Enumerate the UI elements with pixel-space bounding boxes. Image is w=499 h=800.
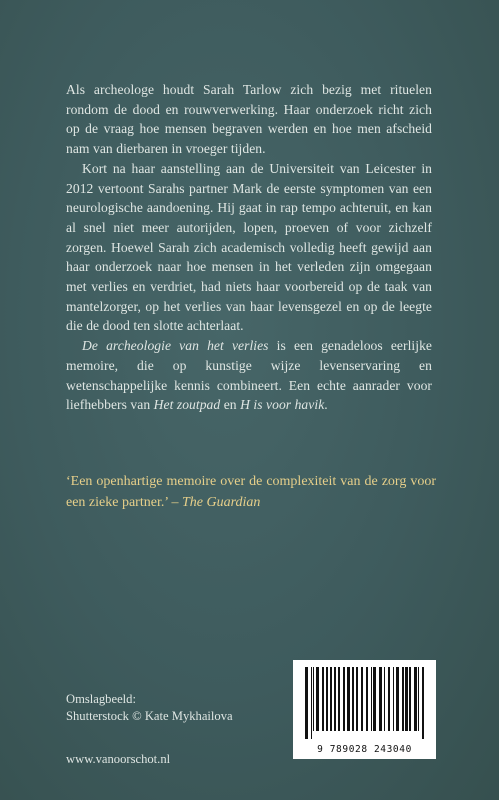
conjunction: en	[220, 397, 241, 413]
barcode-bar	[371, 667, 372, 731]
barcode-bar	[373, 667, 376, 731]
barcode-bar	[334, 667, 336, 731]
book-title: De archeologie van het verlies	[82, 338, 269, 354]
blurb-paragraph-2: Kort na haar aanstelling aan de Universiteit van Leicester in 2012 vertoont Sarahs partner Mark de eerste symptomen van een neurologische aandoening. Hij gaat in rap tempo achteruit, en kan al snel niet meer autorijden, lopen, proeven of voor zichzelf zorgen. Hoewel Sarah zich academisch volledig heeft gewijd aan haar onderzoek naar hoe mensen in het verleden zijn omgegaan met verlies en verdriet, had niets haar voorbereid op de taak van mantelzorger, op het verlies van haar levensgezel en op de leegte die de dood ten slotte achterlaat.	[66, 160, 432, 334]
reference-book-1: Het zoutpad	[153, 397, 221, 413]
blurb-paragraph-1: Als archeologe houdt Sarah Tarlow zich bezig met rituelen rondom de dood en rouwverwerking. Haar onderzoek richt zich op de vraag hoe mensen begraven werden en hoe men afscheid nam van dierbaren in vroeger tijden.	[66, 82, 432, 157]
barcode-bar	[396, 667, 399, 731]
barcode-bar	[311, 667, 312, 739]
barcode-bar	[356, 667, 358, 731]
barcode-number: 9 789028 243040	[317, 744, 412, 755]
barcode-bar	[366, 667, 368, 731]
barcode-bar	[352, 667, 354, 731]
quote-text: ‘Een openhartige memoire over de complexiteit van de zorg voor een zieke partner.’ –	[66, 474, 436, 510]
barcode-bar	[414, 667, 417, 731]
barcode	[293, 660, 436, 759]
barcode-bar	[316, 667, 319, 731]
barcode-bar	[361, 667, 363, 731]
credits-label: Omslagbeeld:	[66, 692, 136, 706]
barcode-bar	[409, 667, 411, 731]
barcode-bar	[330, 667, 332, 731]
blurb-paragraph-3	[66, 336, 432, 415]
barcode-bar	[305, 667, 308, 739]
reference-book-2: H is voor havik	[240, 397, 325, 413]
back-cover-blurb	[66, 80, 432, 415]
barcode-bar	[405, 667, 408, 731]
barcode-bar	[379, 667, 382, 731]
period: .	[324, 397, 328, 413]
barcode-bar	[384, 667, 385, 731]
press-quote	[66, 471, 436, 513]
barcode-bar	[388, 667, 390, 731]
quote-source: The Guardian	[181, 495, 261, 510]
barcode-bar	[347, 667, 350, 731]
barcode-bars	[301, 667, 428, 739]
barcode-bar	[393, 667, 394, 731]
blurb-text: is een genadeloos eerlijke memoire, die op kunstige wijze levenservaring en wetenschappelijke kennis combineert. Een echte aanrader voor liefhebbers van	[66, 338, 432, 413]
barcode-bar	[418, 667, 419, 731]
barcode-bar	[343, 667, 345, 731]
publisher-website: www.vanoorschot.nl	[66, 752, 171, 766]
barcode-bar	[313, 667, 314, 731]
barcode-bar	[402, 667, 404, 731]
barcode-bar	[322, 667, 324, 731]
cover-credits	[66, 691, 233, 725]
barcode-bar	[326, 667, 328, 731]
barcode-bar	[338, 667, 340, 731]
credits-value: Shutterstock © Kate Mykhailova	[66, 709, 233, 723]
barcode-bar	[422, 667, 424, 739]
